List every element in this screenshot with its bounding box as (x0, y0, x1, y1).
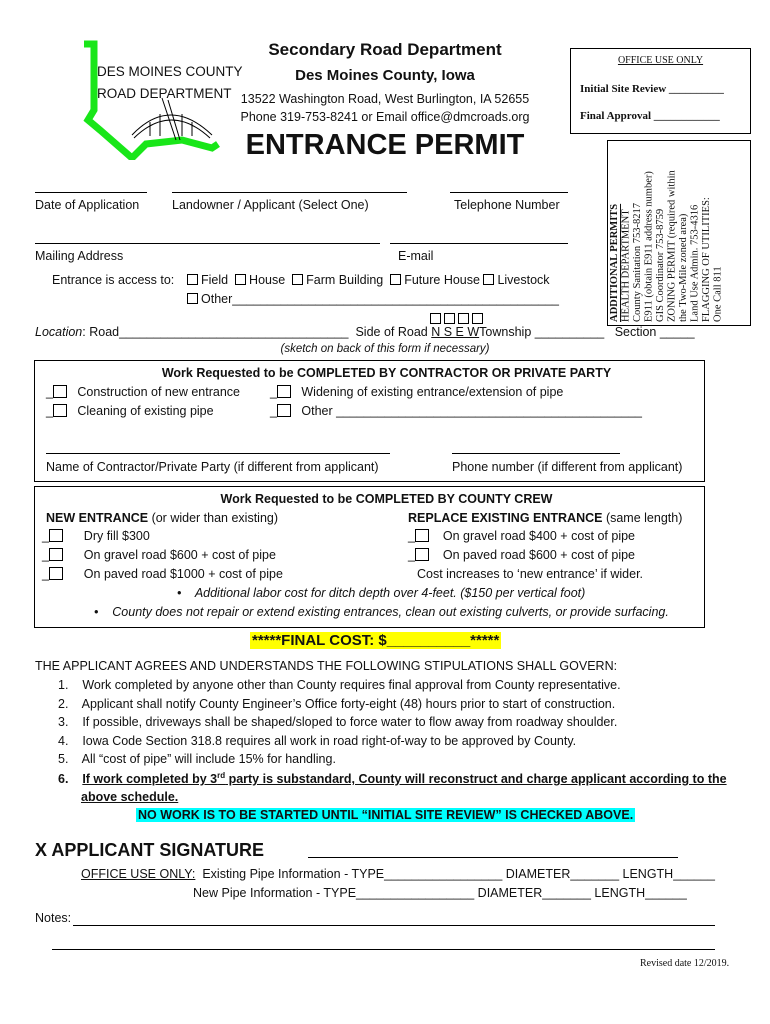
applicant-signature-label: X APPLICANT SIGNATURE (35, 840, 265, 860)
final-approval[interactable]: Final Approval ____________ (580, 110, 720, 122)
office-use-title: OFFICE USE ONLY (617, 55, 704, 66)
road-field[interactable]: : Road_________________________________ (82, 325, 349, 339)
mailing-line[interactable] (35, 243, 380, 244)
telephone-label: Telephone Number (454, 198, 560, 212)
mailing-label: Mailing Address (35, 249, 124, 263)
county-crew-title: Work Requested to be COMPLETED BY COUNTY CREW (220, 492, 553, 506)
stipulation-5: 5. All “cost of pipe” will include 15% for handling. (58, 752, 336, 766)
document-title: ENTRANCE PERMIT (245, 129, 525, 161)
permit-line: FLAGGING OF UTILITIES: (701, 197, 712, 322)
access-options (187, 273, 550, 287)
logo-text-1: DES MOINES COUNTY (97, 64, 243, 79)
date-line[interactable] (35, 192, 147, 193)
contractor-opt-new-entrance[interactable]: _ Construction of new entrance (46, 385, 240, 399)
contractor-name-line[interactable] (46, 453, 390, 454)
replace-entrance-heading: REPLACE EXISTING ENTRANCE (same length) (408, 511, 683, 525)
stipulation-3: 3. If possible, driveways shall be shaped/sloped to force water to flow away from roadway shoulder. (58, 715, 618, 729)
access-label: Entrance is access to: (52, 273, 175, 287)
direction-checkboxes[interactable] (430, 312, 486, 326)
department-title: Secondary Road Department (268, 40, 502, 59)
permit-line: GIS Coordinator 753-8759 (655, 208, 666, 322)
replace-paved-option[interactable]: _ On paved road $600 + cost of pipe (408, 548, 636, 562)
new-paved-option[interactable]: _ On paved road $1000 + cost of pipe (42, 567, 283, 581)
new-entrance-heading: NEW ENTRANCE (or wider than existing) (46, 511, 279, 525)
access-future-house-checkbox[interactable]: Future House (390, 273, 480, 287)
sketch-note: (sketch on back of this form if necessary) (280, 343, 490, 355)
no-work-warning: NO WORK IS TO BE STARTED UNTIL “INITIAL SITE REVIEW” IS CHECKED ABOVE. (138, 808, 634, 822)
date-label: Date of Application (35, 198, 140, 212)
contractor-opt-other[interactable]: _ Other ____________________________________________ (270, 404, 642, 418)
logo-text-2: ROAD DEPARTMENT (97, 86, 232, 101)
permit-line: ADDITIONAL PERMITS (609, 203, 620, 322)
stipulations-intro: THE APPLICANT AGREES AND UNDERSTANDS THE FOLLOWING STIPULATIONS SHALL GOVERN: (35, 659, 618, 673)
notes-line-2[interactable] (52, 949, 715, 950)
permit-line: HEALTH DEPARTMENT (620, 209, 632, 322)
permit-line: County Sanitation 753-8217 (632, 203, 643, 322)
address: 13522 Washington Road, West Burlington, IA 52655 (240, 92, 530, 106)
permit-line: the Two-Mile zoned area) (678, 213, 689, 322)
contractor-title: Work Requested to be COMPLETED BY CONTRACTOR OR PRIVATE PARTY (161, 366, 612, 380)
landowner-label: Landowner / Applicant (Select One) (172, 198, 369, 212)
revised-date: Revised date 12/2019. (640, 958, 730, 969)
stipulation-6: 6. If work completed by 3rd party is substandard, County will reconstruct and charge applicant according to the (58, 771, 727, 787)
additional-permits-text (609, 142, 747, 322)
permit-line: Land Use Admin. 753-4316 (689, 204, 701, 322)
replace-cost-note: Cost increases to ‘new entrance’ if wider. (417, 567, 644, 581)
email-line[interactable] (390, 243, 568, 244)
permit-line: ZONING PERMIT (required within (666, 170, 678, 322)
stipulation-4: 4. Iowa Code Section 318.8 requires all work in road right-of-way to be approved by County. (58, 734, 577, 748)
ditch-depth-bullet: • Additional labor cost for ditch depth over 4-feet. ($150 per vertical foot) (177, 586, 586, 600)
location-label: Location (35, 325, 83, 339)
access-other[interactable]: Other_______________________________________________ (187, 292, 559, 306)
access-field-checkbox[interactable]: Field (187, 273, 228, 287)
applicant-signature-line[interactable] (308, 857, 678, 858)
replace-gravel-option[interactable]: _ On gravel road $400 + cost of pipe (408, 529, 635, 543)
county-name: Des Moines County, Iowa (295, 67, 475, 84)
contractor-opt-clean-pipe[interactable]: _ Cleaning of existing pipe (46, 404, 214, 418)
permit-line: One Call 811 (712, 266, 724, 322)
access-house-checkbox[interactable]: House (235, 273, 285, 287)
side-of-road-label: Side of Road (355, 325, 428, 339)
notes-line-1[interactable] (73, 925, 715, 926)
stipulation-1: 1. Work completed by anyone other than County requires final approval from County representative. (58, 678, 621, 692)
section-field[interactable]: Section _____ (614, 325, 695, 339)
contractor-name-label: Name of Contractor/Private Party (if different from applicant) (46, 460, 379, 474)
stipulation-2: 2. Applicant shall notify County Engineer’s Office forty-eight (48) hours prior to start of construction. (58, 697, 616, 711)
contractor-phone-line[interactable] (452, 453, 620, 454)
notes-label: Notes: (35, 911, 72, 925)
contractor-opt-widening[interactable]: _ Widening of existing entrance/extension of pipe (270, 385, 564, 399)
permit-line: E911 (obtain E911 address number) (643, 171, 655, 322)
email-label: E-mail (398, 249, 434, 263)
landowner-line[interactable] (172, 192, 407, 193)
access-farm-checkbox[interactable]: Farm Building (292, 273, 383, 287)
new-gravel-option[interactable]: _ On gravel road $600 + cost of pipe (42, 548, 276, 562)
access-livestock-checkbox[interactable]: Livestock (483, 273, 549, 287)
direction-letters: N S E W (431, 325, 480, 339)
office-pipe-existing[interactable]: OFFICE USE ONLY: Existing Pipe Information - TYPE_________________ DIAMETER_______ LENGTH______ (81, 867, 715, 881)
office-pipe-new[interactable]: New Pipe Information - TYPE_________________ DIAMETER_______ LENGTH______ (193, 886, 687, 900)
final-cost[interactable]: *****FINAL COST: $__________***** (252, 632, 500, 649)
initial-site-review[interactable]: Initial Site Review __________ (580, 83, 724, 95)
phone-line[interactable] (450, 192, 568, 193)
contractor-phone-label: Phone number (if different from applicant) (452, 460, 683, 474)
location-row (35, 325, 695, 339)
stipulation-6-cont: above schedule. (81, 790, 179, 804)
new-dry-fill-option[interactable]: _ Dry fill $300 (42, 529, 150, 543)
no-repair-bullet: • County does not repair or extend existing entrances, clean out existing culverts, or provide surfacing. (94, 605, 669, 619)
township-field[interactable]: Township __________ (479, 325, 605, 339)
contact: Phone 319-753-8241 or Email office@dmcroads.org (240, 110, 530, 124)
